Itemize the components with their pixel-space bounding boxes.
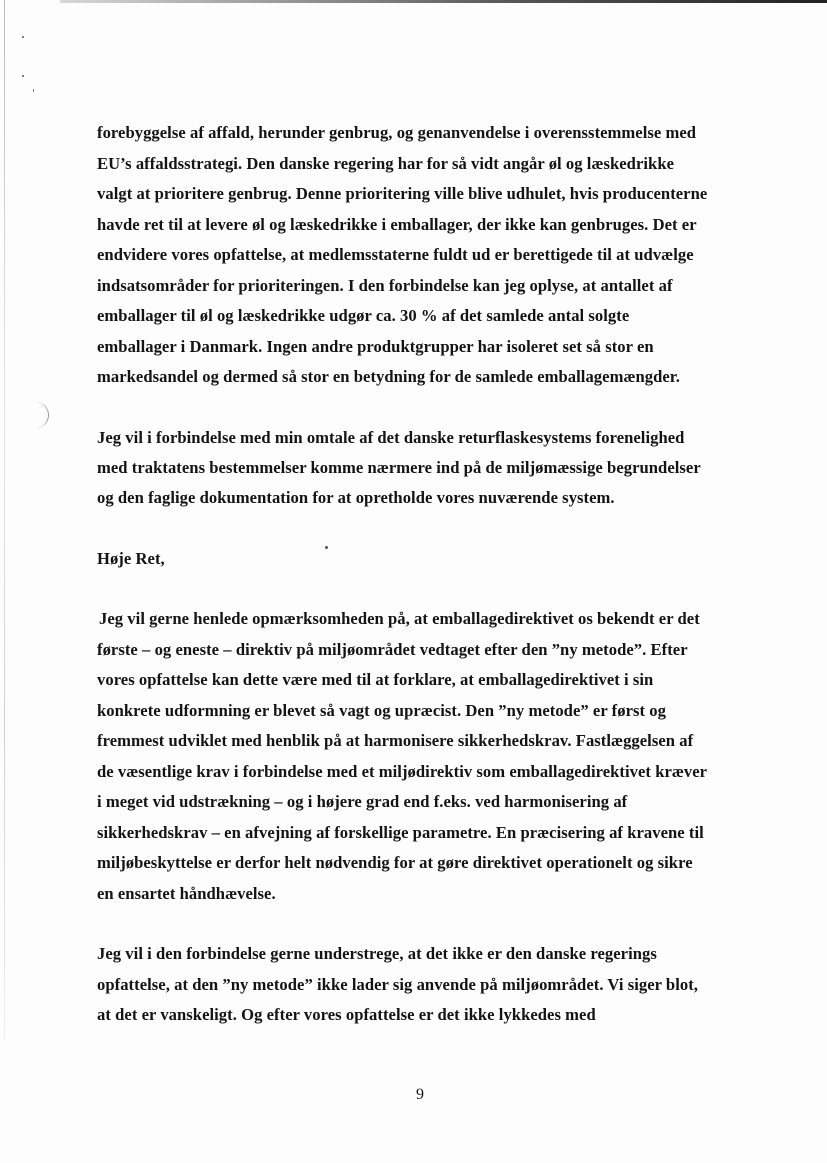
paragraph-1-line: emballager i Danmark. Ingen andre produktgrupper har isoleret set så stor en — [97, 337, 654, 356]
salutation: Høje Ret, — [97, 549, 165, 568]
paragraph-1-line: indsatsområder for prioriteringen. I den forbindelse kan jeg oplyse, at antallet af — [97, 276, 673, 295]
paragraph-1-line: endvidere vores opfattelse, at medlemsstaterne fuldt ud er berettigede til at udvælge — [97, 245, 694, 264]
scan-left-edge — [4, 0, 5, 1040]
paragraph-1-line: emballager til øl og læskedrikke udgør ca. 30 % af det samlede antal solgte — [97, 306, 630, 325]
paragraph-1-line: EU’s affaldsstrategi. Den danske regering har for så vidt angår øl og læskedrikke — [97, 154, 675, 173]
paragraph-3-line: miljøbeskyttelse er derfor helt nødvendig for at gøre direktivet operationelt og sikre — [97, 853, 693, 872]
paragraph-2-line: med traktatens bestemmelser komme nærmere ind på de miljømæssige begrundelser — [97, 458, 701, 477]
paragraph-3-line: sikkerhedskrav – en afvejning af forskellige parametre. En præcisering af kravene til — [97, 823, 704, 842]
paragraph-4-line: at det er vanskeligt. Og efter vores opfattelse er det ikke lykkedes med — [97, 1005, 596, 1024]
paragraph-2-line: Jeg vil i forbindelse med min omtale af det danske returflaskesystems forenelighed — [97, 428, 685, 447]
paragraph-1-line: forebyggelse af affald, herunder genbrug, og genanvendelse i overensstemmelse med — [97, 123, 697, 142]
paragraph-3-line: vores opfattelse kan dette være med til at forklare, at emballagedirektivet i sin — [97, 670, 654, 689]
page-number: 9 — [416, 1086, 424, 1103]
scan-top-edge — [60, 0, 827, 3]
scan-speck — [33, 89, 34, 92]
paragraph-1-line: valgt at prioritere genbrug. Denne prioritering ville blive udhulet, hvis producenterne — [97, 184, 708, 203]
paragraph-1-line: markedsandel og dermed så stor en betydning for de samlede emballagemængder. — [97, 367, 680, 386]
paragraph-3-line: de væsentlige krav i forbindelse med et miljødirektiv som emballagedirektivet kræver — [97, 762, 708, 781]
paragraph-3-line: første – og eneste – direktiv på miljøområdet vedtaget efter den ”ny metode”. Efter — [97, 640, 688, 659]
paragraph-3-line: en ensartet håndhævelse. — [97, 884, 276, 903]
scan-punch-mark — [30, 402, 49, 428]
scan-speck — [22, 36, 24, 38]
paragraph-3-line: konkrete udformning er blevet så vagt og upræcist. Den ”ny metode” er først og — [97, 701, 666, 720]
scan-speck — [325, 546, 328, 549]
paragraph-3-line: Jeg vil gerne henlede opmærksomheden på, at emballagedirektivet os bekendt er det — [99, 609, 700, 628]
paragraph-3-line: fremmest udviklet med henblik på at harmonisere sikkerhedskrav. Fastlæggelsen af — [97, 731, 694, 750]
paragraph-1-line: havde ret til at levere øl og læskedrikke i emballager, der ikke kan genbruges. Det er — [97, 215, 697, 234]
paragraph-4-line: Jeg vil i den forbindelse gerne understrege, at det ikke er den danske regerings — [97, 944, 657, 963]
paragraph-4-line: opfattelse, at den ”ny metode” ikke lader sig anvende på miljøområdet. Vi siger blot, — [97, 975, 698, 994]
paragraph-3-line: i meget vid udstrækning – og i højere grad end f.eks. ved harmonisering af — [97, 792, 628, 811]
scan-speck — [22, 75, 24, 77]
paragraph-2-line: og den faglige dokumentation for at opretholde vores nuværende system. — [97, 488, 615, 507]
